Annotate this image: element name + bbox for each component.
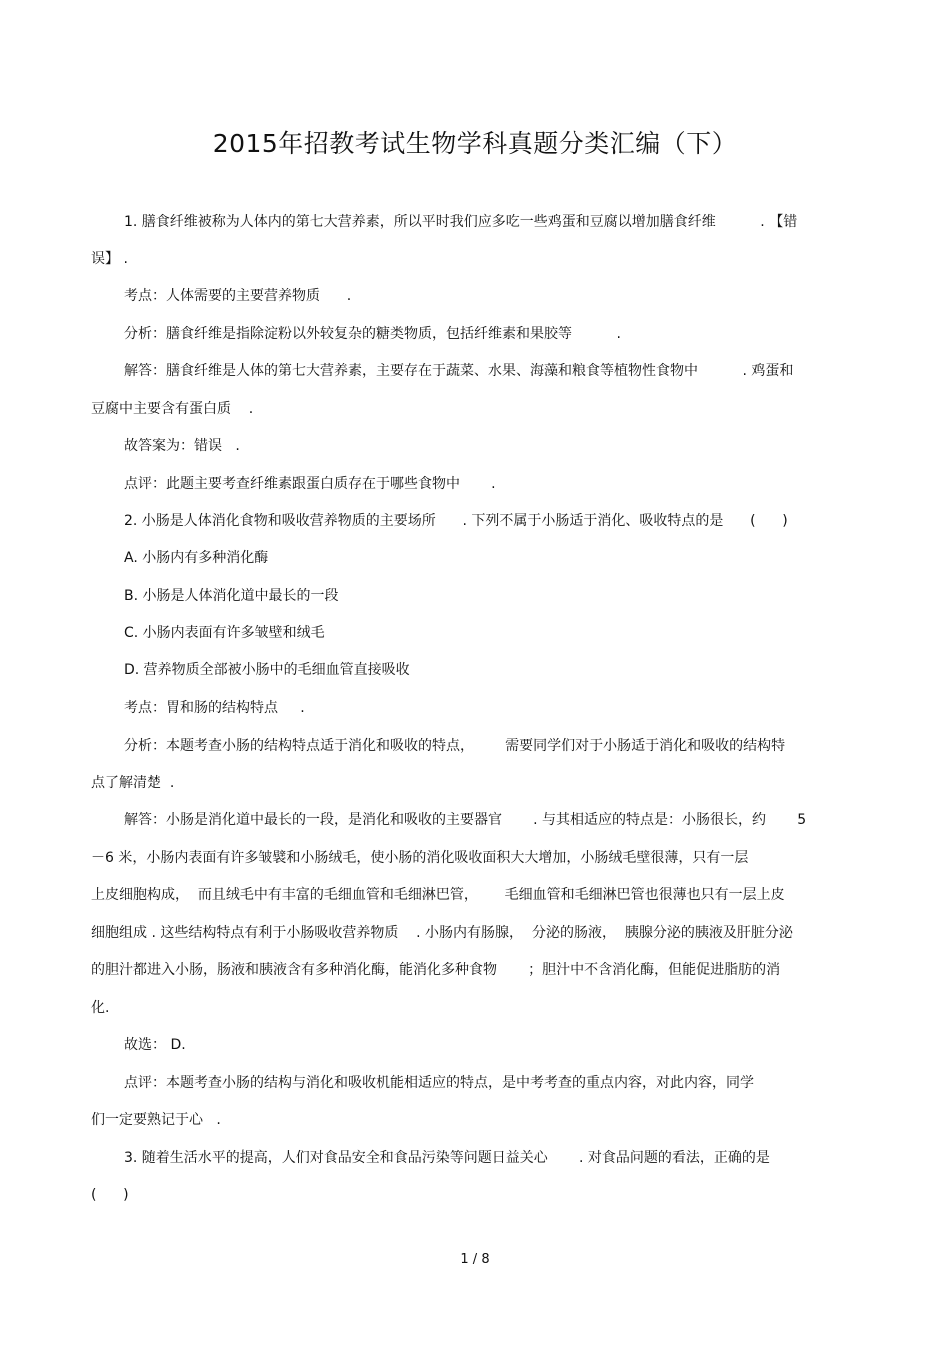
text-line: 故答案为：错误 . (124, 438, 240, 454)
text-line: 1. 膳食纤维被称为人体内的第七大营养素，所以平时我们应多吃一些鸡蛋和豆腐以增加膳食纤维 . 【错 (124, 214, 798, 230)
text-line: 考点：人体需要的主要营养物质 . (124, 288, 352, 304)
text-line: 分析：本题考查小肠的结构特点适于消化和吸收的特点， 需要同学们对于小肠适于消化和吸收的结构特 (124, 738, 786, 754)
text-line: 点了解清楚 . (91, 775, 175, 791)
option-c: C. 小肠内表面有许多皱壁和绒毛 (124, 625, 325, 641)
text-line: 们一定要熟记于心 . (91, 1112, 221, 1128)
text-line: 误】 . (91, 251, 128, 267)
text-line: 点评：本题考查小肠的结构与消化和吸收机能相适应的特点，是中考考查的重点内容，对此内容，同学 (124, 1075, 754, 1091)
question-3: 3. 随着生活水平的提高，人们对食品安全和食品污染等问题日益关心 . 对食品问题的看法，正确的是 (124, 1150, 770, 1166)
text-line: 点评：此题主要考查纤维素跟蛋白质存在于哪些食物中 . (124, 476, 496, 492)
text-line: －6 米，小肠内表面有许多皱襞和小肠绒毛，使小肠的消化吸收面积大大增加，小肠绒毛壁很薄，只有一层 (91, 850, 749, 866)
option-a: A. 小肠内有多种消化酶 (124, 550, 269, 566)
page-number: 1 / 8 (460, 1252, 490, 1267)
text-line: ( ) (91, 1187, 129, 1203)
text-line: 考点：胃和肠的结构特点 . (124, 700, 305, 716)
option-b: B. 小肠是人体消化道中最长的一段 (124, 588, 339, 604)
text-line: 的胆汁都进入小肠，肠液和胰液含有多种消化酶，能消化多种食物 ；胆汁中不含消化酶，但能促进脂肪的消 (91, 962, 781, 978)
text-line: 细胞组成 . 这些结构特点有利于小肠吸收营养物质 . 小肠内有肠腺， 分泌的肠液， 胰腺分泌的胰液及肝脏分泌 (91, 925, 793, 941)
text-line: 分析：膳食纤维是指除淀粉以外较复杂的糖类物质，包括纤维素和果胶等 . (124, 326, 621, 342)
text-line: 豆腐中主要含有蛋白质 . (91, 401, 254, 417)
question-2: 2. 小肠是人体消化食物和吸收营养物质的主要场所 . 下列不属于小肠适于消化、吸收特点的是 ( ) (124, 513, 788, 529)
text-line: 上皮细胞构成， 而且绒毛中有丰富的毛细血管和毛细淋巴管， 毛细血管和毛细淋巴管也很薄也只有一层上皮 (91, 887, 785, 903)
text-line: 故选： D. (124, 1037, 186, 1053)
text-line: 化. (91, 1000, 110, 1016)
text-line: 解答：小肠是消化道中最长的一段，是消化和吸收的主要器官 . 与其相适应的特点是：小肠很长，约 5 (124, 812, 807, 828)
document-title: 2015年招教考试生物学科真题分类汇编（下） (212, 129, 738, 158)
text-line: 解答：膳食纤维是人体的第七大营养素，主要存在于蔬菜、水果、海藻和粮食等植物性食物中 . 鸡蛋和 (124, 363, 794, 379)
option-d: D. 营养物质全部被小肠中的毛细血管直接吸收 (124, 662, 410, 678)
